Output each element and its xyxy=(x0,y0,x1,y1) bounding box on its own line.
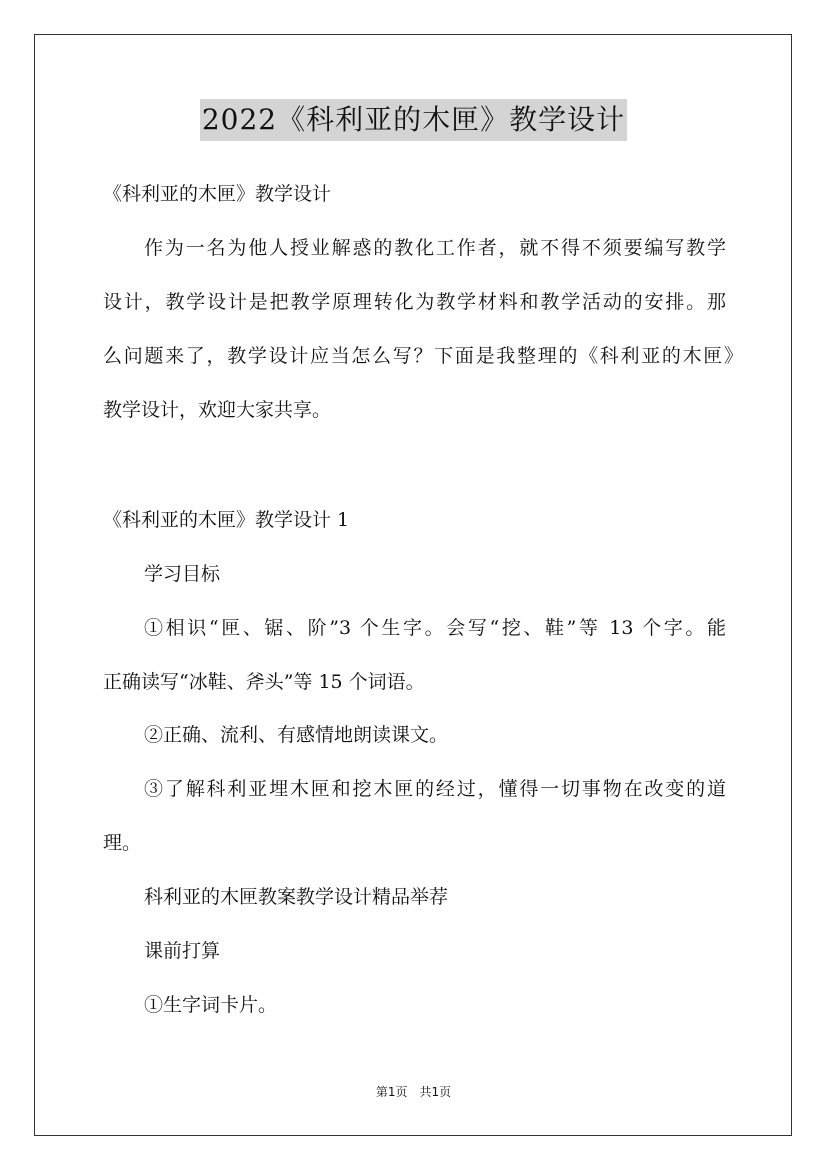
prep-item-1: ①生字词卡片。 xyxy=(144,994,278,1016)
intro-line-4: 教学设计，欢迎大家共享。 xyxy=(103,399,332,421)
title-container xyxy=(0,99,827,141)
intro-line-1: 作为一名为他人授业解惑的教化工作者，就不得不须要编写教学 xyxy=(144,237,726,259)
objective-2: ②正确、流利、有感情地朗读课文。 xyxy=(144,724,449,746)
objective-3-line-2: 理。 xyxy=(103,832,142,854)
document-subtitle: 《科利亚的木匣》教学设计 xyxy=(103,183,332,205)
page-footer: 第1页 共1页 xyxy=(375,1085,452,1099)
intro-line-2: 设计，教学设计是把教学原理转化为教学材料和教学活动的安排。那 xyxy=(103,291,726,313)
objective-1-line-1: ①相识“匣、锯、阶”3 个生字。会写“挖、鞋”等 13 个字。能 xyxy=(144,617,726,639)
section1-heading: 《科利亚的木匣》教学设计 1 xyxy=(103,509,350,531)
prep-heading: 课前打算 xyxy=(144,940,221,962)
document-title: 2022《科利亚的木匣》教学设计 xyxy=(200,99,627,141)
objective-1-line-2: 正确读写“冰鞋、斧头”等 15 个词语。 xyxy=(103,671,425,693)
objective-3-line-1: ③了解科利亚埋木匣和挖木匣的经过，懂得一切事物在改变的道 xyxy=(144,778,726,800)
intro-line-3: 么问题来了，教学设计应当怎么写？下面是我整理的《科利亚的木匣》 xyxy=(103,345,743,367)
objectives-heading: 学习目标 xyxy=(144,563,221,585)
recommend-link-text: 科利亚的木匣教案教学设计精品举荐 xyxy=(144,886,449,908)
